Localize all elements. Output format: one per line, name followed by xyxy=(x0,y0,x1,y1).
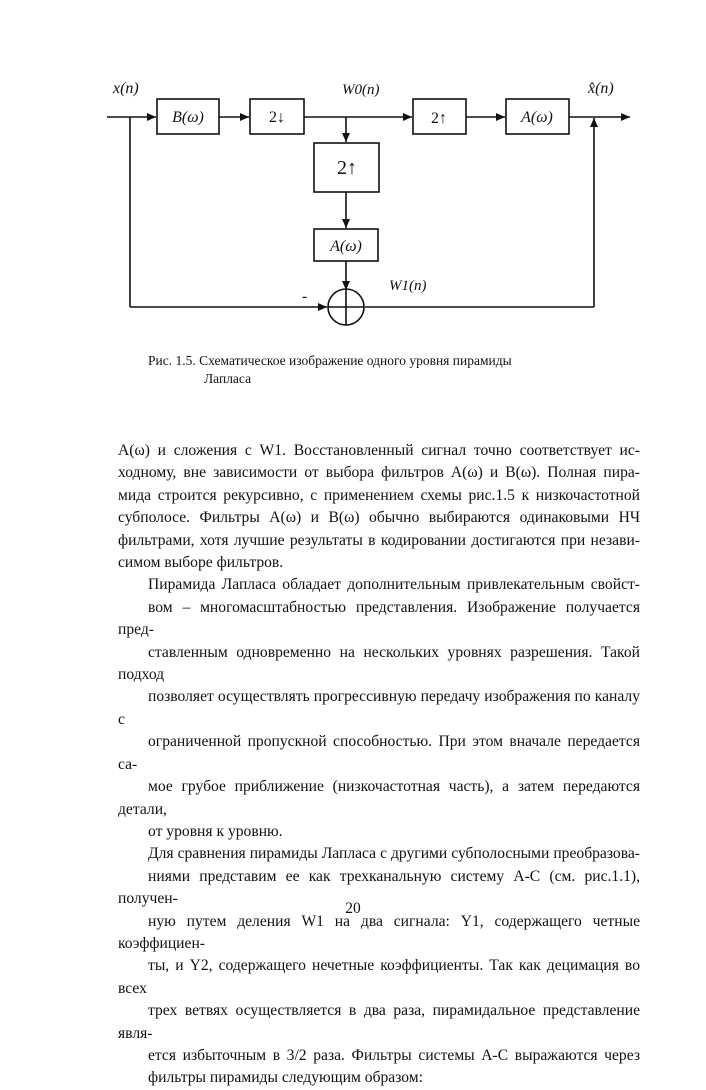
output-label: x̂(n) xyxy=(588,80,614,97)
upsample-top-label: 2↑ xyxy=(431,110,447,127)
paragraph-3 xyxy=(118,843,640,1089)
text-line: фильтрами, хотя лучшие результаты в кодировании достигаются при незави- xyxy=(118,531,640,549)
text-line: ставленным одновременно на нескольких уровнях разрешения. Такой подход xyxy=(118,643,640,684)
paragraph-1 xyxy=(118,440,640,574)
text-line: ходному, вне зависимости от выбора фильтров A(ω) и B(ω). Полная пира- xyxy=(118,464,640,482)
caption-line-1: Рис. 1.5. Схематическое изображение одного уровня пирамиды xyxy=(148,353,512,368)
text-line: ную путем деления W1 на два сигнала: Y1, содержащего четные коэффициен- xyxy=(118,912,640,952)
text-line: Для сравнения пирамиды Лапласа с другими субполосными преобразова- xyxy=(148,845,640,863)
text-line: Пирамида Лапласа обладает дополнительным привлекательным свойст- xyxy=(148,576,640,594)
upsample-mid-label: 2↑ xyxy=(337,157,357,179)
downsample-label: 2↓ xyxy=(269,109,285,126)
filter-a-top-label: A(ω) xyxy=(521,109,553,126)
filter-a-mid-label: A(ω) xyxy=(330,238,362,255)
w0-label: W0(n) xyxy=(342,82,380,98)
text-line: мое грубое приближение (низкочастотная часть), а затем передаются детали, xyxy=(118,778,640,818)
text-line: ты, и Y2, содержащего нечетные коэффициенты. Так как децимация во всех xyxy=(118,957,640,997)
text-line: от уровня к уровню. xyxy=(148,822,283,840)
body-text xyxy=(118,440,640,1090)
figure-caption xyxy=(148,352,628,388)
w1-label: W1(n) xyxy=(389,278,427,294)
text-line: симом выборе фильтров. xyxy=(118,554,284,572)
text-line: A(ω) и сложения с W1. Восстановленный сигнал точно соответствует ис- xyxy=(118,442,640,459)
text-line: позволяет осуществлять прогрессивную передачу изображения по каналу с xyxy=(118,688,640,728)
filter-b-label: B(ω) xyxy=(172,109,204,126)
text-line: трех ветвях осуществляется в два раза, пирамидальное представление явля- xyxy=(118,1002,640,1042)
page-number: 20 xyxy=(345,900,361,917)
paragraph-2 xyxy=(118,574,640,843)
text-line: ется избыточным в 3/2 раза. Фильтры системы А-С выражаются через xyxy=(148,1046,640,1064)
text-line: ограниченной пропускной способностью. При этом вначале передается са- xyxy=(118,733,640,773)
laplacian-pyramid-diagram xyxy=(0,0,706,345)
text-line: ниями представим ее как трехканальную систему А-С (см. рис.1.1), получен- xyxy=(118,867,640,908)
text-line: мида строится рекурсивно, с применением схемы рис.1.5 к низкочастотной xyxy=(118,486,640,504)
text-line: фильтры пирамиды следующим образом: xyxy=(148,1069,423,1087)
text-line: субполосе. Фильтры A(ω) и B(ω) обычно выбираются одинаковыми НЧ xyxy=(118,509,640,527)
minus-sign: - xyxy=(302,288,308,305)
caption-line-2: Лапласа xyxy=(204,371,252,386)
text-line: вом – многомасштабностью представления. Изображение получается пред- xyxy=(118,598,640,639)
input-label: x(n) xyxy=(113,80,139,97)
